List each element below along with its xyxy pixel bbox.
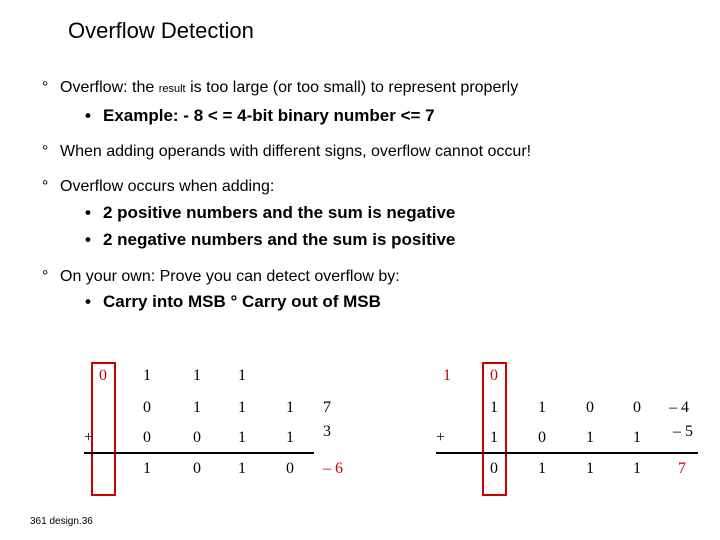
sub-bullet-mark: • xyxy=(85,106,91,125)
operand-a-decimal: – 4 xyxy=(669,399,689,416)
bullet-mark: ° xyxy=(42,268,49,285)
sub-bullet-mark: • xyxy=(85,203,91,222)
bullet-mark: ° xyxy=(42,79,49,96)
sum-digit: 0 xyxy=(193,460,201,477)
operand-a-decimal: 7 xyxy=(323,399,331,416)
operand-a-digit: 0 xyxy=(586,399,594,416)
sum-line xyxy=(436,452,698,454)
bullet-overflow-occurs xyxy=(42,178,274,196)
carry-digit: 1 xyxy=(143,367,151,384)
carry-digit: 1 xyxy=(238,367,246,384)
sub-bullet-negative xyxy=(85,230,455,250)
operand-b-digit: 0 xyxy=(143,429,151,446)
plus-sign: + xyxy=(84,429,94,446)
sum-line xyxy=(84,452,314,454)
operand-a-digit: 1 xyxy=(538,399,546,416)
sum-decimal: – 6 xyxy=(323,460,343,477)
sub-bullet-mark: • xyxy=(85,292,91,311)
operand-b-digit: 1 xyxy=(633,429,641,446)
bullet-text: is too large (or too small) to represent properly xyxy=(190,79,519,96)
bullet-overflow-definition xyxy=(42,79,518,97)
bullet-on-your-own xyxy=(42,268,400,286)
operand-b-decimal: 3 xyxy=(323,423,331,440)
operand-b-digit: 1 xyxy=(286,429,294,446)
sub-bullet-text: 2 positive numbers and the sum is negative xyxy=(103,203,456,222)
sub-bullet-example xyxy=(85,106,435,126)
carry-digit: 0 xyxy=(99,367,107,384)
bullet-different-signs xyxy=(42,143,531,161)
sum-digit: 1 xyxy=(143,460,151,477)
operand-a-digit: 1 xyxy=(193,399,201,416)
sub-bullet-text: Example: - 8 < = 4-bit binary number <= 7 xyxy=(103,106,435,125)
sub-bullet-positive xyxy=(85,203,455,223)
operand-b-digit: 0 xyxy=(193,429,201,446)
operand-a-digit: 0 xyxy=(633,399,641,416)
sum-digit: 1 xyxy=(538,460,546,477)
sum-digit: 0 xyxy=(286,460,294,477)
bullet-text: Overflow: the xyxy=(60,79,155,96)
operand-a-digit: 0 xyxy=(143,399,151,416)
bullet-text: When adding operands with different signs, overflow cannot occur! xyxy=(60,143,532,160)
operand-b-digit: 1 xyxy=(586,429,594,446)
sub-bullet-carry xyxy=(85,292,381,312)
bullet-mark: ° xyxy=(42,178,49,195)
carry-digit: 0 xyxy=(490,367,498,384)
bullet-text: On your own: Prove you can detect overflow by: xyxy=(60,268,400,285)
slide-title: Overflow Detection xyxy=(68,18,254,43)
sum-decimal: 7 xyxy=(678,460,686,477)
operand-a-digit: 1 xyxy=(238,399,246,416)
operand-b-decimal: – 5 xyxy=(673,423,693,440)
bullet-text-small: result xyxy=(158,83,186,95)
sub-bullet-mark: • xyxy=(85,230,91,249)
operand-b-digit: 0 xyxy=(538,429,546,446)
operand-a-digit: 1 xyxy=(490,399,498,416)
sum-digit: 0 xyxy=(490,460,498,477)
sum-digit: 1 xyxy=(633,460,641,477)
sub-bullet-text: 2 negative numbers and the sum is positive xyxy=(103,230,456,249)
bullet-mark: ° xyxy=(42,143,49,160)
sub-bullet-text: Carry into MSB ° Carry out of MSB xyxy=(103,292,381,311)
sum-digit: 1 xyxy=(238,460,246,477)
bullet-text: Overflow occurs when adding: xyxy=(60,178,275,195)
operand-a-digit: 1 xyxy=(286,399,294,416)
operand-b-digit: 1 xyxy=(490,429,498,446)
carry-digit: 1 xyxy=(443,367,451,384)
footer-label: 361 design.36 xyxy=(30,516,93,527)
carry-digit: 1 xyxy=(193,367,201,384)
sum-digit: 1 xyxy=(586,460,594,477)
plus-sign: + xyxy=(436,429,446,446)
operand-b-digit: 1 xyxy=(238,429,246,446)
